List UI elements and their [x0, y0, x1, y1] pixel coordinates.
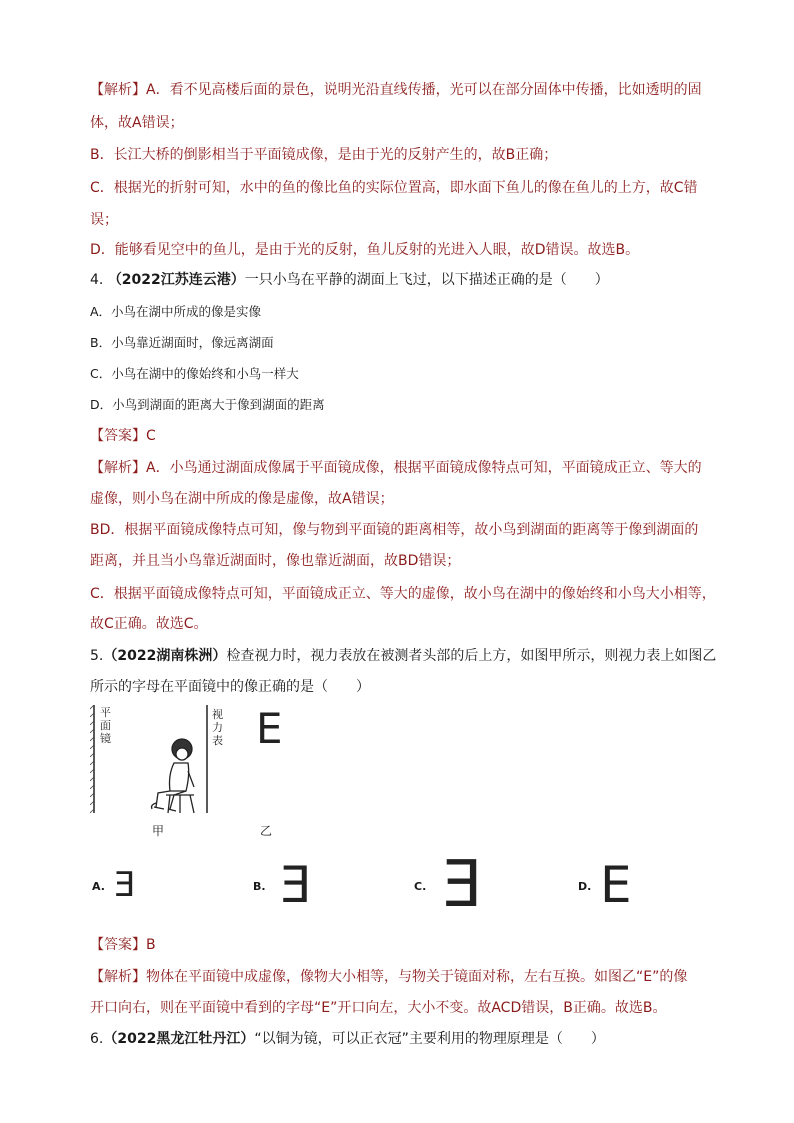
answer-tag: 【答案】: [90, 937, 146, 953]
figure-label-jia: 甲: [152, 824, 165, 838]
analysis-line: 开口向右，则在平面镜中看到的字母“E”开口向左，大小不变。故ACD错误，B正确。故选B。: [90, 1000, 667, 1016]
analysis-line: C．根据平面镜成像特点可知，平面镜成正立、等大的虚像，故小鸟在湖中的像始终和小鸟大小相等，: [90, 586, 716, 602]
answer-value: C: [146, 428, 156, 444]
question-5-stem: 所示的字母在平面镜中的像正确的是（ ）: [90, 679, 370, 695]
question-4-stem: 4. （2022江苏连云港）一只小鸟在平静的湖面上飞过，以下描述正确的是（ ）: [90, 272, 609, 288]
option-d: D．小鸟到湖面的距离大于像到湖面的距离: [90, 397, 325, 412]
answer-line: [90, 935, 156, 955]
option-b: B．小鸟靠近湖面时，像远离湖面: [90, 335, 274, 350]
seated-person: [152, 739, 195, 813]
answer-line: [90, 426, 156, 446]
eye-chart-label: 视力表: [212, 708, 223, 747]
analysis-tag: 【解析】: [90, 969, 146, 985]
analysis-tag: 【解析】: [90, 460, 146, 476]
answer-tag: 【答案】: [90, 428, 146, 444]
choice-d-label: D.: [578, 880, 592, 893]
choice-c-glyph: E: [442, 848, 483, 922]
option-c: C．小鸟在湖中的像始终和小鸟一样大: [90, 366, 299, 381]
eye-chart-letter: E: [256, 704, 283, 753]
choice-b-glyph: E: [280, 856, 312, 914]
answer-value: B: [146, 937, 156, 953]
analysis-line: BD．根据平面镜成像特点可知，像与物到平面镜的距离相等，故小鸟到湖面的距离等于像到湖面的: [90, 522, 699, 538]
choice-c-label: C.: [414, 880, 427, 893]
analysis-line: 虚像，则小鸟在湖中所成的像是虚像，故A错误；: [90, 491, 394, 507]
analysis-line: 【解析】A．小鸟通过湖面成像属于平面镜成像，根据平面镜成像特点可知，平面镜成正立、等大的: [90, 460, 702, 476]
analysis-line: 故C正确。故选C。: [90, 616, 208, 632]
analysis-line: 【解析】物体在平面镜中成虚像，像物大小相等，与物关于镜面对称，左右互换。如图乙“E”的像: [90, 969, 688, 985]
figure-label-yi: 乙: [260, 824, 273, 838]
choice-b-label: B.: [253, 880, 266, 893]
analysis-line: 距离，并且当小鸟靠近湖面时，像也靠近湖面，故BD错误；: [90, 553, 461, 569]
question-source: （2022湖南株洲）: [103, 648, 227, 664]
analysis-line: 误；: [90, 212, 118, 228]
choice-a-glyph: E: [114, 865, 136, 905]
question-6-stem: 6.（2022黑龙江牡丹江）“以铜为镜，可以正衣冠”主要利用的物理原理是（ ）: [90, 1031, 605, 1047]
question-5-stem: 5.（2022湖南株洲）检查视力时，视力表放在被测者头部的后上方，如图甲所示，则视力表上如图乙: [90, 648, 717, 664]
option-a: A．小鸟在湖中所成的像是实像: [90, 304, 262, 319]
analysis-line: 【解析】A．看不见高楼后面的景色，说明光沿直线传播，光可以在部分固体中传播，比如透明的固: [90, 82, 702, 98]
choice-a-label: A.: [92, 880, 105, 893]
mirror-label: 平面镜: [100, 706, 111, 745]
question-source: （2022江苏连云港）: [107, 272, 245, 288]
analysis-tag: 【解析】: [90, 82, 146, 98]
analysis-line: D．能够看见空中的鱼儿，是由于光的反射，鱼儿反射的光进入人眼，故D错误。故选B。: [90, 242, 640, 258]
analysis-line: 体，故A错误；: [90, 115, 184, 131]
analysis-line: C．根据光的折射可知，水中的鱼的像比鱼的实际位置高，即水面下鱼儿的像在鱼儿的上方，故C错: [90, 180, 698, 196]
analysis-line: B．长江大桥的倒影相当于平面镜成像，是由于光的反射产生的，故B正确；: [90, 147, 558, 163]
choice-d-glyph: E: [600, 856, 632, 914]
question-source: （2022黑龙江牡丹江）: [103, 1031, 255, 1047]
